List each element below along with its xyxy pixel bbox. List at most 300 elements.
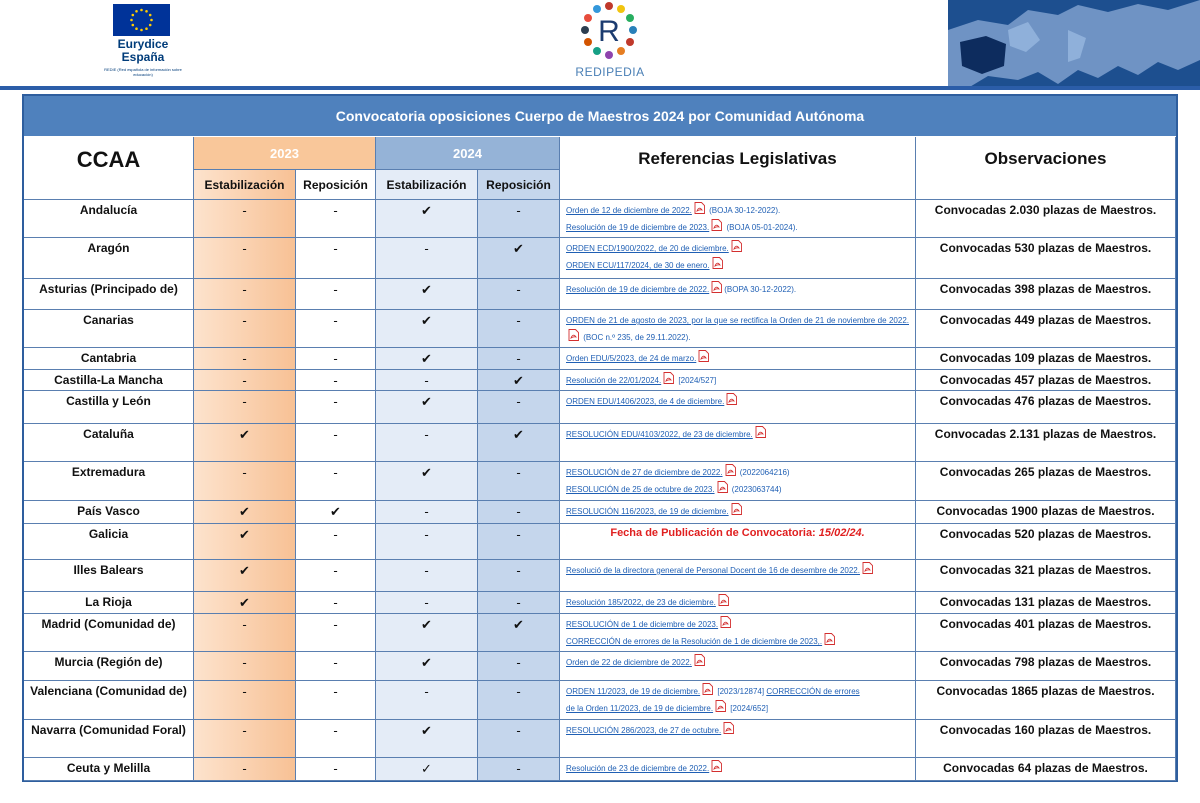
observaciones-text: Convocadas 1865 plazas de Maestros. <box>936 684 1155 698</box>
ccaa-name: La Rioja <box>85 595 132 609</box>
status-e23 <box>194 592 296 614</box>
subheader-estab-3 <box>376 170 478 200</box>
observaciones-text: Convocadas 160 plazas de Maestros. <box>939 723 1152 737</box>
status-e23 <box>194 681 296 720</box>
status-e24 <box>376 310 478 348</box>
header-2023-label: 2023 <box>270 145 299 161</box>
table-title: Convocatoria oposiciones Cuerpo de Maestros 2024 por Comunidad Autónoma <box>24 96 1176 136</box>
dash-mark: - <box>424 684 429 699</box>
reference-note: (BOJA 30-12-2022). <box>706 206 781 215</box>
check-icon: ✔ <box>239 504 250 519</box>
status-e23 <box>194 391 296 424</box>
status-e24 <box>376 592 478 614</box>
europe-map-image <box>948 0 1200 88</box>
observaciones-cell <box>916 238 1176 279</box>
reference-line <box>566 654 909 671</box>
status-e24 <box>376 758 478 781</box>
reference-line <box>566 312 909 346</box>
ccaa-name: País Vasco <box>77 504 140 518</box>
referencias-cell <box>560 370 916 391</box>
subheader-estab-label: Estabilización <box>204 177 285 192</box>
pdf-icon[interactable] <box>862 562 873 574</box>
pdf-icon[interactable] <box>711 281 722 293</box>
reference-line <box>566 683 909 700</box>
reference-note: (BOPA 30-12-2022). <box>724 285 797 294</box>
reference-link[interactable]: CORRECCIÓN de errores <box>766 687 860 696</box>
status-r23 <box>296 720 376 758</box>
observaciones-cell <box>916 501 1176 524</box>
subheader-repos-label: Reposición <box>486 177 551 192</box>
dash-mark: - <box>516 282 521 297</box>
dash-mark: - <box>516 761 521 776</box>
observaciones-text: Convocadas 401 plazas de Maestros. <box>939 617 1152 631</box>
pdf-icon[interactable] <box>720 616 731 628</box>
ccaa-name: Canarias <box>83 313 134 327</box>
ccaa-name: Cantabria <box>80 351 137 365</box>
check-icon: ✔ <box>421 617 432 632</box>
reference-line <box>566 350 909 367</box>
dash-mark: - <box>242 684 247 699</box>
eurydice-title: Eurydice España <box>117 37 169 64</box>
dash-mark: - <box>516 394 521 409</box>
pdf-icon[interactable] <box>731 503 742 515</box>
ccaa-cell <box>24 720 194 758</box>
subheader-estab-label: Estabilización <box>386 177 467 192</box>
dash-mark: - <box>424 504 429 519</box>
status-r23 <box>296 391 376 424</box>
pdf-icon[interactable] <box>694 202 705 214</box>
pdf-icon[interactable] <box>755 426 766 438</box>
status-r24 <box>478 720 560 758</box>
reference-link[interactable]: Orden EDU/5/2023, de 24 de marzo. <box>566 354 697 363</box>
reference-link[interactable]: RESOLUCIÓN 286/2023, de 27 de octubre. <box>566 726 722 735</box>
observaciones-cell <box>916 348 1176 370</box>
status-r24 <box>478 391 560 424</box>
reference-line <box>566 633 909 650</box>
reference-note: [2024/652] <box>728 704 769 713</box>
ccaa-cell <box>24 462 194 501</box>
reference-link[interactable]: Resolución de 19 de diciembre de 2023. <box>566 223 710 232</box>
pdf-icon[interactable] <box>663 372 674 384</box>
referencias-cell <box>560 652 916 681</box>
observaciones-cell <box>916 652 1176 681</box>
status-r23 <box>296 652 376 681</box>
check-icon: ✔ <box>239 595 250 610</box>
ccaa-cell <box>24 391 194 424</box>
reference-link[interactable]: RESOLUCIÓN de 27 de diciembre de 2022. <box>566 468 723 477</box>
reference-line <box>566 393 909 410</box>
fecha-date: 15/02/24. <box>818 527 865 539</box>
referencias-cell <box>560 348 916 370</box>
dash-mark: - <box>424 527 429 542</box>
ccaa-name: Navarra (Comunidad Foral) <box>31 723 186 737</box>
status-r23 <box>296 310 376 348</box>
pdf-icon[interactable] <box>712 257 723 269</box>
status-r24 <box>478 424 560 462</box>
dash-mark: - <box>516 527 521 542</box>
observaciones-text: Convocadas 109 plazas de Maestros. <box>939 351 1152 365</box>
check-icon: ✔ <box>421 282 432 297</box>
status-e23 <box>194 560 296 592</box>
dash-mark: - <box>516 684 521 699</box>
dash-mark: - <box>333 427 338 442</box>
reference-line <box>566 562 909 579</box>
ccaa-cell <box>24 560 194 592</box>
status-e24 <box>376 652 478 681</box>
status-e23 <box>194 279 296 310</box>
dash-mark: - <box>424 427 429 442</box>
pdf-icon[interactable] <box>568 329 579 341</box>
dash-mark: - <box>516 465 521 480</box>
observaciones-cell <box>916 614 1176 652</box>
status-r23 <box>296 501 376 524</box>
check-icon: ✓ <box>421 761 432 776</box>
dash-mark: - <box>516 351 521 366</box>
ccaa-cell <box>24 200 194 238</box>
check-icon: ✔ <box>421 313 432 328</box>
reference-line <box>566 240 909 257</box>
ccaa-cell <box>24 348 194 370</box>
reference-link[interactable]: ORDEN ECD/1900/2022, de 20 de diciembre. <box>566 244 729 253</box>
dash-mark: - <box>242 282 247 297</box>
observaciones-cell <box>916 462 1176 501</box>
status-r23 <box>296 614 376 652</box>
observaciones-cell <box>916 391 1176 424</box>
observaciones-text: Convocadas 265 plazas de Maestros. <box>939 465 1152 479</box>
reference-line <box>566 219 909 236</box>
pdf-icon[interactable] <box>711 760 722 772</box>
status-r23 <box>296 348 376 370</box>
dash-mark: - <box>516 595 521 610</box>
reference-line <box>566 722 909 739</box>
reference-link[interactable]: Orden de 12 de diciembre de 2022. <box>566 206 692 215</box>
status-e24 <box>376 501 478 524</box>
status-r23 <box>296 424 376 462</box>
status-e24 <box>376 681 478 720</box>
status-r24 <box>478 279 560 310</box>
dash-mark: - <box>333 394 338 409</box>
dash-mark: - <box>242 465 247 480</box>
pdf-icon[interactable] <box>715 700 726 712</box>
ccaa-cell <box>24 524 194 560</box>
status-e24 <box>376 238 478 279</box>
dash-mark: - <box>333 282 338 297</box>
reference-link[interactable]: Resolució de la directora general de Personal Docent de 16 de desembre de 2022. <box>566 566 860 575</box>
status-e24 <box>376 462 478 501</box>
reference-link[interactable]: RESOLUCIÓN de 25 de octubre de 2023. <box>566 485 715 494</box>
pdf-icon[interactable] <box>698 350 709 362</box>
status-e23 <box>194 614 296 652</box>
dash-mark: - <box>333 684 338 699</box>
status-r23 <box>296 279 376 310</box>
reference-line <box>566 503 909 520</box>
ccaa-cell <box>24 501 194 524</box>
status-r23 <box>296 462 376 501</box>
referencias-cell <box>560 524 916 560</box>
status-e24 <box>376 200 478 238</box>
status-e24 <box>376 279 478 310</box>
header-observaciones-label: Observaciones <box>984 149 1107 168</box>
observaciones-cell <box>916 424 1176 462</box>
dash-mark: - <box>516 723 521 738</box>
header-referencias-label: Referencias Legislativas <box>638 149 837 168</box>
header-2023 <box>194 137 376 170</box>
reference-link[interactable]: Orden de 22 de diciembre de 2022. <box>566 658 692 667</box>
status-r24 <box>478 652 560 681</box>
reference-link[interactable]: de la Orden 11/2023, de 19 de diciembre. <box>566 704 714 713</box>
observaciones-cell <box>916 310 1176 348</box>
dash-mark: - <box>333 595 338 610</box>
status-e23 <box>194 524 296 560</box>
dash-mark: - <box>516 655 521 670</box>
check-icon: ✔ <box>421 723 432 738</box>
reference-link[interactable]: Resolución de 22/01/2024. <box>566 376 662 385</box>
reference-note: [2023/12874] <box>715 687 767 696</box>
status-e23 <box>194 462 296 501</box>
redipedia-logo-icon <box>578 0 640 62</box>
check-icon: ✔ <box>239 563 250 578</box>
dash-mark: - <box>424 595 429 610</box>
reference-link[interactable]: Resolución de 19 de diciembre de 2022. <box>566 285 710 294</box>
ccaa-name: Castilla-La Mancha <box>54 373 163 387</box>
dash-mark: - <box>242 723 247 738</box>
status-e24 <box>376 348 478 370</box>
dash-mark: - <box>242 241 247 256</box>
reference-note: (BOC n.º 235, de 29.11.2022). <box>581 333 691 342</box>
referencias-cell <box>560 758 916 781</box>
status-r23 <box>296 200 376 238</box>
dash-mark: - <box>333 351 338 366</box>
observaciones-text: Convocadas 520 plazas de Maestros. <box>939 527 1152 541</box>
status-r23 <box>296 681 376 720</box>
reference-link[interactable]: ORDEN 11/2023, de 19 de diciembre. <box>566 687 701 696</box>
ccaa-name: Asturias (Principado de) <box>39 282 178 296</box>
status-e24 <box>376 560 478 592</box>
ccaa-cell <box>24 279 194 310</box>
referencias-cell <box>560 720 916 758</box>
observaciones-cell <box>916 370 1176 391</box>
observaciones-text: Convocadas 321 plazas de Maestros. <box>939 563 1152 577</box>
status-e23 <box>194 501 296 524</box>
observaciones-cell <box>916 758 1176 781</box>
header-observaciones <box>916 137 1176 200</box>
ccaa-name: Valenciana (Comunidad de) <box>30 684 187 698</box>
reference-link[interactable]: Resolución 185/2022, de 23 de diciembre. <box>566 598 716 607</box>
pdf-icon[interactable] <box>725 464 736 476</box>
referencias-cell <box>560 391 916 424</box>
reference-link[interactable]: Resolución de 23 de diciembre de 2022. <box>566 764 710 773</box>
reference-link[interactable]: ORDEN de 21 de agosto de 2023, por la que se rectifica la Orden de 21 de noviembre de 2022. <box>566 316 909 325</box>
dash-mark: - <box>333 723 338 738</box>
status-r23 <box>296 370 376 391</box>
observaciones-text: Convocadas 1900 plazas de Maestros. <box>936 504 1155 518</box>
dash-mark: - <box>333 617 338 632</box>
status-r24 <box>478 462 560 501</box>
reference-line <box>566 464 909 481</box>
subheader-repos-4 <box>478 170 560 200</box>
referencias-cell <box>560 310 916 348</box>
referencias-cell <box>560 462 916 501</box>
status-e23 <box>194 758 296 781</box>
observaciones-text: Convocadas 2.030 plazas de Maestros. <box>934 203 1157 217</box>
status-r23 <box>296 238 376 279</box>
status-e23 <box>194 348 296 370</box>
referencias-cell <box>560 501 916 524</box>
ccaa-cell <box>24 592 194 614</box>
observaciones-cell <box>916 560 1176 592</box>
dash-mark: - <box>333 761 338 776</box>
dash-mark: - <box>424 563 429 578</box>
ccaa-name: Illes Balears <box>73 563 144 577</box>
referencias-cell <box>560 560 916 592</box>
referencias-cell <box>560 279 916 310</box>
ccaa-cell <box>24 310 194 348</box>
dash-mark: - <box>242 203 247 218</box>
status-e24 <box>376 720 478 758</box>
observaciones-text: Convocadas 131 plazas de Maestros. <box>939 595 1152 609</box>
check-icon: ✔ <box>239 527 250 542</box>
status-r24 <box>478 501 560 524</box>
header-2024 <box>376 137 560 170</box>
reference-link[interactable]: RESOLUCIÓN 116/2023, de 19 de diciembre. <box>566 507 729 516</box>
dash-mark: - <box>242 313 247 328</box>
header-ccaa-label: CCAA <box>76 147 141 172</box>
pdf-icon[interactable] <box>824 633 835 645</box>
observaciones-text: Convocadas 449 plazas de Maestros. <box>939 313 1152 327</box>
status-r23 <box>296 592 376 614</box>
status-e24 <box>376 524 478 560</box>
status-e23 <box>194 652 296 681</box>
status-r24 <box>478 524 560 560</box>
observaciones-cell <box>916 200 1176 238</box>
dash-mark: - <box>333 313 338 328</box>
observaciones-text: Convocadas 457 plazas de Maestros. <box>939 373 1152 387</box>
dash-mark: - <box>242 394 247 409</box>
dash-mark: - <box>516 203 521 218</box>
reference-link[interactable]: CORRECCIÓN de errores de la Resolución de 1 de diciembre de 2023,. <box>566 637 823 646</box>
check-icon: ✔ <box>330 504 341 519</box>
pdf-icon[interactable] <box>694 654 705 666</box>
status-r24 <box>478 238 560 279</box>
status-r24 <box>478 310 560 348</box>
ccaa-name: Cataluña <box>83 427 134 441</box>
dash-mark: - <box>424 373 429 388</box>
observaciones-cell <box>916 592 1176 614</box>
referencias-cell <box>560 592 916 614</box>
reference-note: (2023063744) <box>729 485 782 494</box>
reference-note: (BOJA 05-01-2024). <box>724 223 798 232</box>
status-e23 <box>194 370 296 391</box>
check-icon: ✔ <box>239 427 250 442</box>
header-ccaa <box>24 137 194 200</box>
status-e24 <box>376 614 478 652</box>
subheader-repos-2 <box>296 170 376 200</box>
dash-mark: - <box>242 617 247 632</box>
ccaa-cell <box>24 424 194 462</box>
status-r24 <box>478 758 560 781</box>
header-2024-label: 2024 <box>453 145 482 161</box>
reference-line <box>566 594 909 611</box>
reference-link[interactable]: RESOLUCIÓN EDU/4103/2022, de 23 de diciembre. <box>566 430 753 439</box>
observaciones-cell <box>916 279 1176 310</box>
dash-mark: - <box>242 373 247 388</box>
eurydice-subtitle: REDIE (Red española de información sobre educación) <box>104 67 182 77</box>
status-r23 <box>296 758 376 781</box>
observaciones-text: Convocadas 530 plazas de Maestros. <box>939 241 1152 255</box>
reference-link[interactable]: ORDEN EDU/1406/2023, de 4 de diciembre. <box>566 397 725 406</box>
status-e23 <box>194 424 296 462</box>
observaciones-cell <box>916 681 1176 720</box>
reference-line <box>566 372 909 389</box>
reference-note: (2022064216) <box>737 468 790 477</box>
ccaa-name: Ceuta y Melilla <box>66 761 151 775</box>
pdf-icon[interactable] <box>717 481 728 493</box>
ccaa-name: Murcia (Región de) <box>54 655 163 669</box>
status-r24 <box>478 348 560 370</box>
status-r23 <box>296 524 376 560</box>
pdf-icon[interactable] <box>731 240 742 252</box>
ccaa-name: Andalucía <box>79 203 138 217</box>
pdf-icon[interactable] <box>726 393 737 405</box>
status-r24 <box>478 560 560 592</box>
check-icon: ✔ <box>513 617 524 632</box>
reference-line <box>566 426 909 443</box>
header-referencias <box>560 137 916 200</box>
referencias-cell <box>560 424 916 462</box>
ccaa-name: Galicia <box>88 527 129 541</box>
status-e23 <box>194 200 296 238</box>
ccaa-cell <box>24 370 194 391</box>
observaciones-cell <box>916 524 1176 560</box>
status-e23 <box>194 238 296 279</box>
status-e24 <box>376 424 478 462</box>
pdf-icon[interactable] <box>723 722 734 734</box>
dash-mark: - <box>333 203 338 218</box>
status-e23 <box>194 720 296 758</box>
dash-mark: - <box>242 351 247 366</box>
reference-link[interactable]: ORDEN ECU/117/2024, de 30 de enero. <box>566 261 710 270</box>
observaciones-text: Convocadas 64 plazas de Maestros. <box>943 761 1148 775</box>
referencias-cell <box>560 238 916 279</box>
pdf-icon[interactable] <box>702 683 713 695</box>
referencias-cell <box>560 200 916 238</box>
dash-mark: - <box>242 761 247 776</box>
reference-link[interactable]: RESOLUCIÓN de 1 de diciembre de 2023. <box>566 620 719 629</box>
subheader-estab-1 <box>194 170 296 200</box>
check-icon: ✔ <box>513 373 524 388</box>
ccaa-cell <box>24 758 194 781</box>
check-icon: ✔ <box>421 465 432 480</box>
eu-flag-icon <box>113 4 170 36</box>
observaciones-text: Convocadas 2.131 plazas de Maestros. <box>934 427 1157 441</box>
dash-mark: - <box>242 655 247 670</box>
ccaa-name: Madrid (Comunidad de) <box>41 617 176 631</box>
status-r24 <box>478 370 560 391</box>
check-icon: ✔ <box>513 241 524 256</box>
pdf-icon[interactable] <box>711 219 722 231</box>
ccaa-cell <box>24 238 194 279</box>
dash-mark: - <box>333 465 338 480</box>
reference-line <box>566 616 909 633</box>
reference-line <box>566 281 909 298</box>
reference-line <box>566 481 909 498</box>
observaciones-cell <box>916 720 1176 758</box>
fecha-label: Fecha de Publicación de Convocatoria: <box>610 527 819 539</box>
pdf-icon[interactable] <box>718 594 729 606</box>
page-header <box>0 0 1200 88</box>
status-r23 <box>296 560 376 592</box>
check-icon: ✔ <box>513 427 524 442</box>
